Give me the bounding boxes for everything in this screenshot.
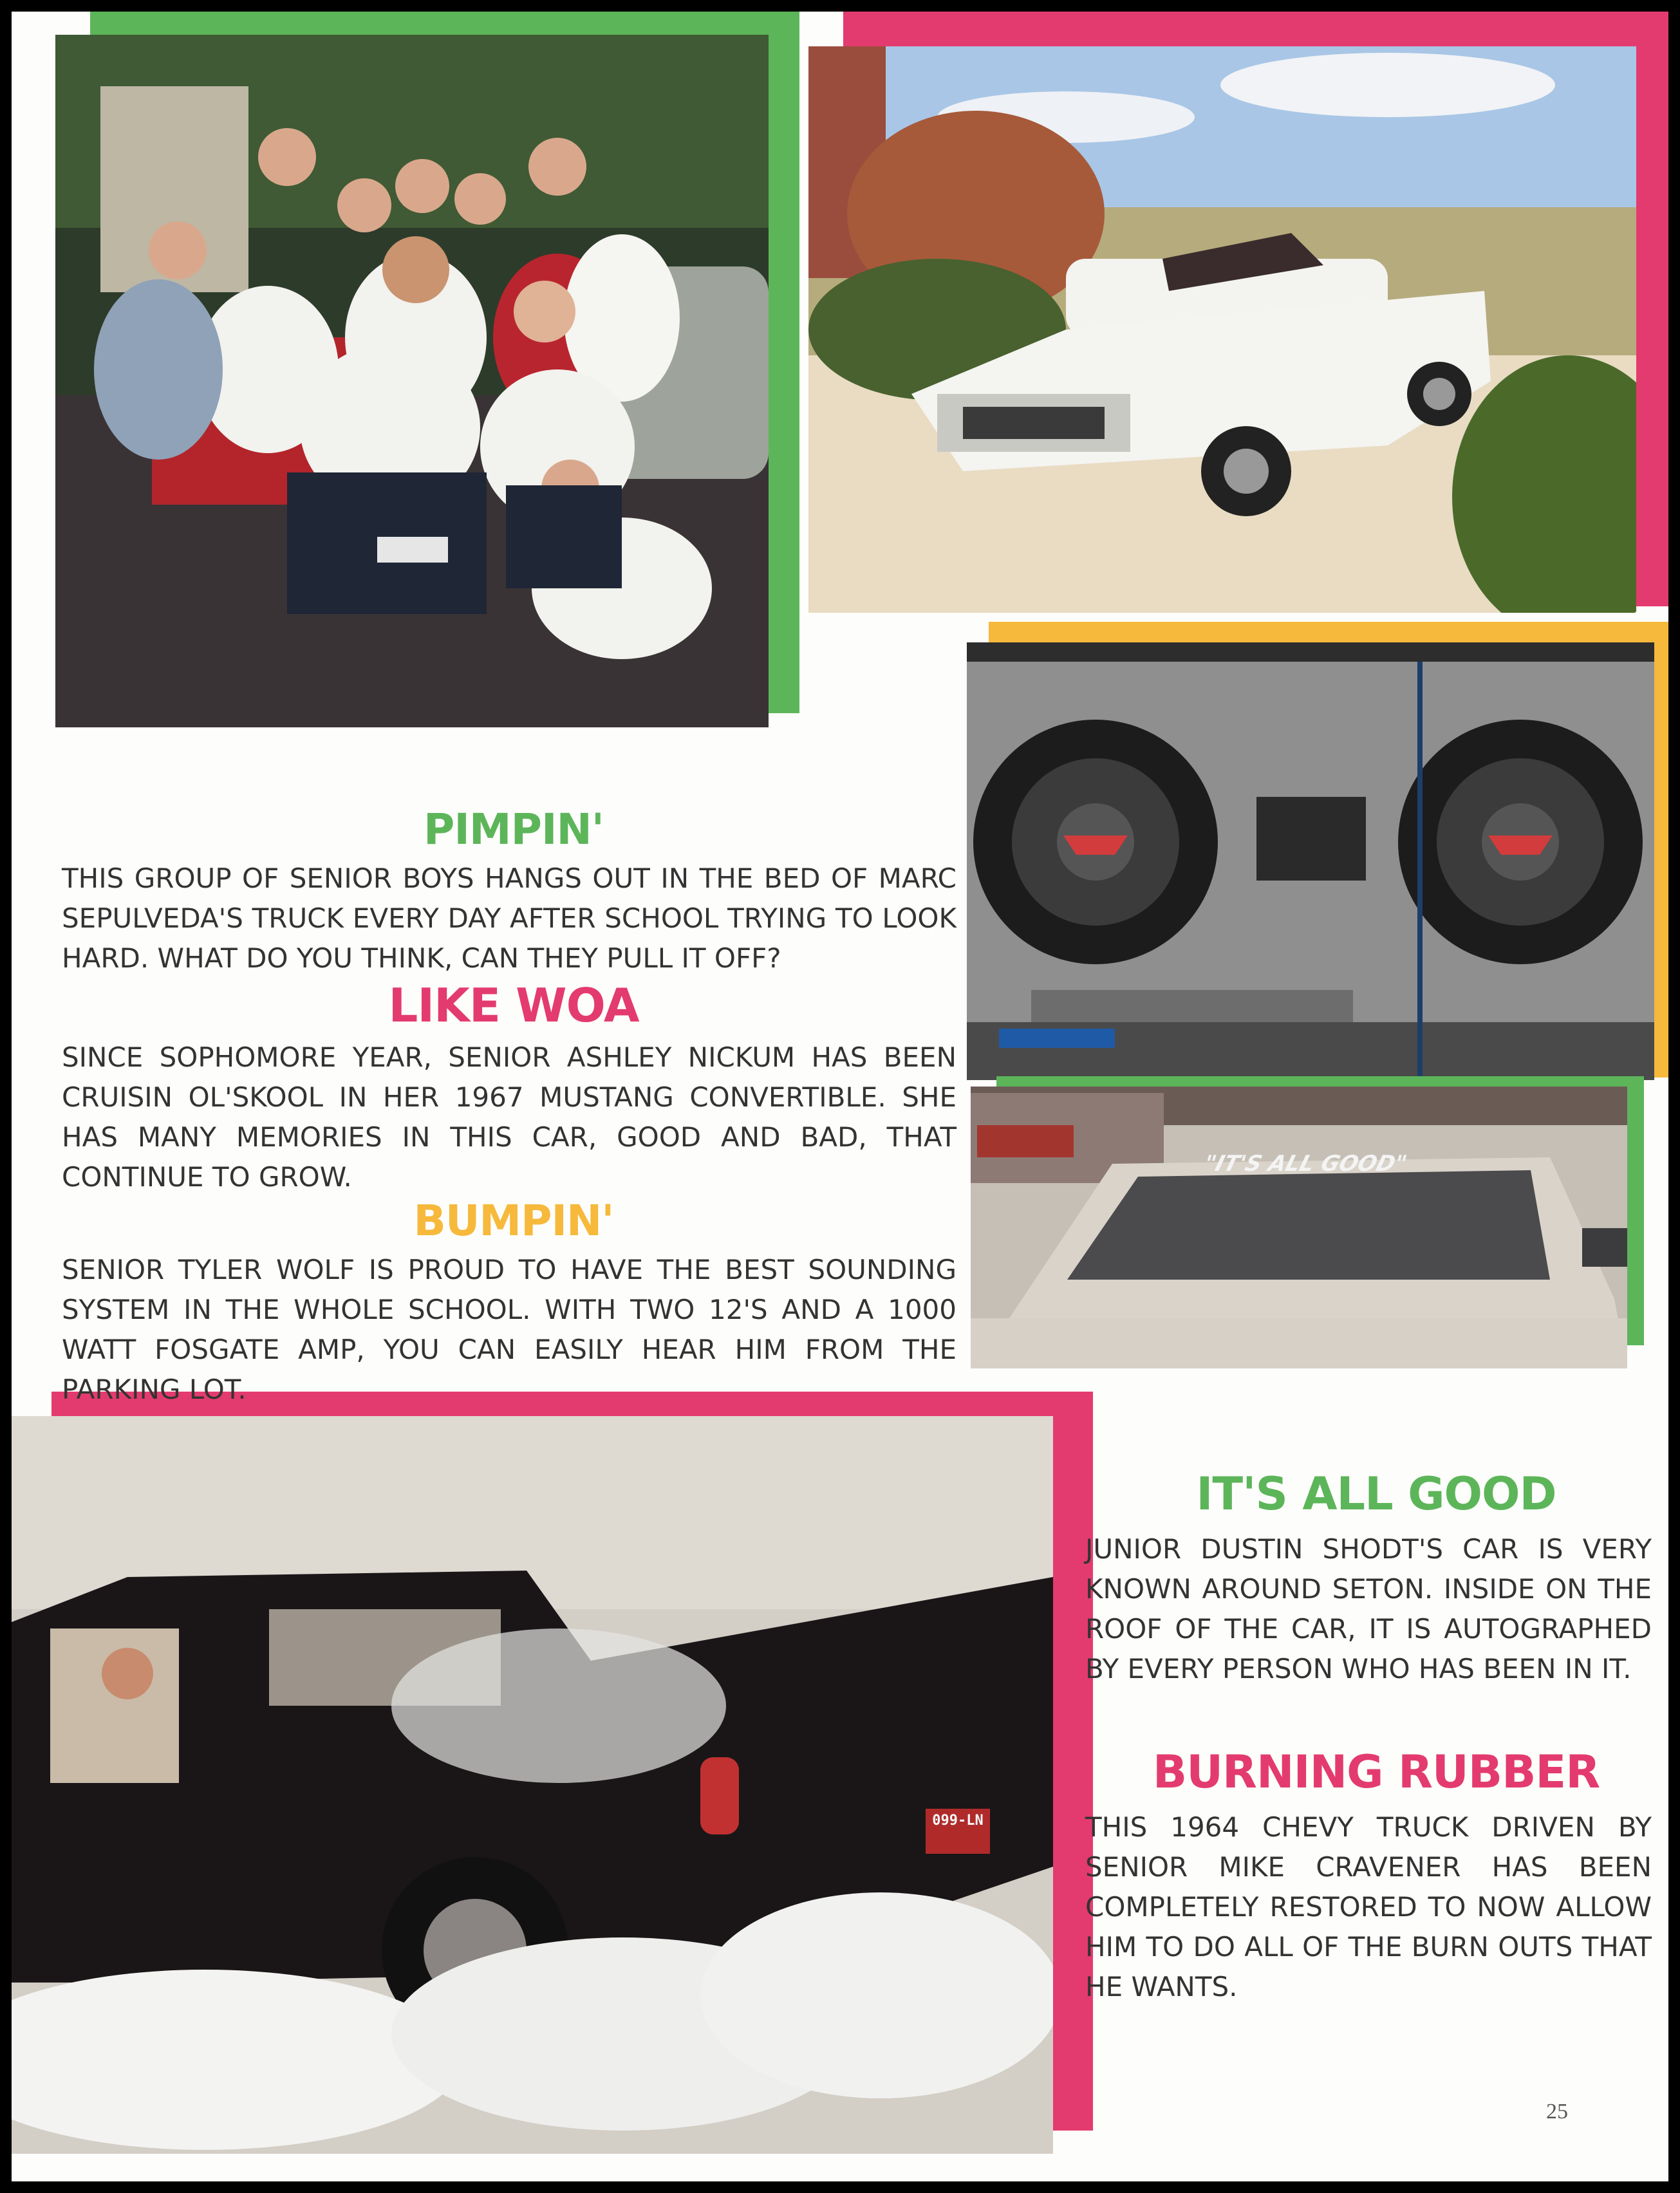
windshield-lettering: "IT'S ALL GOOD"	[1200, 1151, 1410, 1177]
heading-like-woa: LIKE WOA	[388, 978, 639, 1032]
caption-its-all-good: JUNIOR DUSTIN SHODT'S CAR IS VERY KNOWN AROUND SETON. INSIDE ON THE ROOF OF THE CAR, IT IS AUTOGRAPHED BY EVERY PERSON WHO HAS BEEN IN IT.	[1085, 1533, 1652, 1684]
mustang-photo	[808, 46, 1636, 613]
license-plate: 099-LN	[932, 1813, 984, 1829]
yearbook-page	[12, 12, 1668, 2181]
page-number: 25	[1546, 2100, 1568, 2123]
heading-burning-rubber: BURNING RUBBER	[1152, 1746, 1600, 1798]
heading-its-all-good: IT'S ALL GOOD	[1196, 1468, 1556, 1520]
speakers-photo	[967, 642, 1654, 1080]
caption-burning-rubber: THIS 1964 CHEVY TRUCK DRIVEN BY SENIOR MIKE CRAVENER HAS BEEN COMPLETELY RESTORED TO NOW ALLOW HIM TO DO ALL OF THE BURN OUTS THAT HE WANTS.	[1085, 1811, 1652, 2002]
car-windshield-photo	[971, 1087, 1627, 1368]
caption-bumpin: SENIOR TYLER WOLF IS PROUD TO HAVE THE BEST SOUNDING SYSTEM IN THE WHOLE SCHOOL. WITH TWO 12'S AND A 1000 WATT FOSGATE AMP, YOU CAN EASILY HEAR HIM FROM THE PARKING LOT.	[62, 1254, 957, 1405]
group-photo	[55, 35, 769, 727]
chevy-burnout-photo	[12, 1416, 1053, 2154]
caption-like-woa: SINCE SOPHOMORE YEAR, SENIOR ASHLEY NICKUM HAS BEEN CRUISIN OL'SKOOL IN HER 1967 MUSTANG CONVERTIBLE. SHE HAS MANY MEMORIES IN THIS CAR, GOOD AND BAD, THAT CONTINUE TO GROW.	[62, 1041, 957, 1193]
caption-pimpin: THIS GROUP OF SENIOR BOYS HANGS OUT IN THE BED OF MARC SEPULVEDA'S TRUCK EVERY DAY AFTER SCHOOL TRYING TO LOOK HARD. WHAT DO YOU THINK, CAN THEY PULL IT OFF?	[62, 863, 957, 974]
heading-pimpin: PIMPIN'	[424, 805, 604, 854]
heading-bumpin: BUMPIN'	[413, 1196, 614, 1246]
